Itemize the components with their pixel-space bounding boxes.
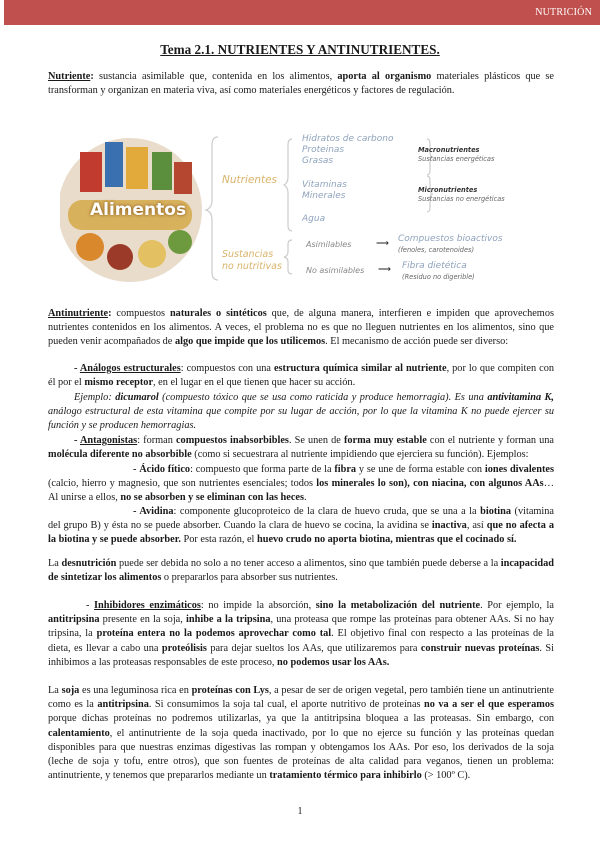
- agua-item: Agua: [302, 214, 326, 224]
- text-run: tratamiento térmico para inhibirlo: [269, 770, 422, 782]
- paragraph-soja: [48, 684, 554, 783]
- paragraph-acido-fitico: [48, 463, 554, 506]
- text-run: compuestos: [116, 308, 170, 319]
- text-run: , el antinutriente de la soja queda inactivado, por lo que no ejerce su función y las proteínas quedan disponibles para que nuestras enzimas digestivas las rompan y obtengamos los AAs. Por eso, los derivados de la soja (leche de soja y tofu, entre otros), que son fuentes de proteínas de alta calidad para veganos, tienen un problema: antinutriente, y tenemos que prepararlos mediante un: [48, 727, 554, 782]
- text-run: no va a ser el que esperamos: [424, 699, 554, 711]
- text-run: . Se unen de: [288, 435, 344, 446]
- text-run: calentamiento: [48, 727, 110, 739]
- text-run: mismo receptor: [84, 377, 154, 389]
- text-run: proteínas con Lys: [191, 685, 269, 696]
- text-run: proteína entera no la podemos aprovechar como tal: [96, 628, 332, 640]
- text-run: - Ácido fítico: [133, 464, 191, 475]
- text-run: (compuesto tóxico que se usa como raticida y produce hemorragia). Es una: [158, 392, 488, 403]
- text-run: presente en la soja,: [99, 614, 187, 626]
- paragraph-nutriente: [48, 70, 554, 98]
- text-run: forma muy estable: [343, 435, 427, 446]
- text-run: y se une de forma estable con: [356, 464, 485, 475]
- paragraph-avidina: [48, 505, 554, 548]
- macro-title: Macronutrientes: [418, 146, 480, 154]
- text-run: porque dichas proteínas no podremos utilizarlas, ya que la antitripsina bloquea a las proteasas. Sin embargo, con: [48, 713, 554, 725]
- text-run: huevo crudo no aporta biotina, mientras que el cocinado sí.: [257, 534, 517, 546]
- text-run: (vitamina del grupo B) y ésta no se puede absorber. Cuando la clara de huevo se cocina, la avidina se: [48, 506, 554, 532]
- nutrientes-label: Nutrientes: [222, 174, 278, 186]
- macro-item: Grasas: [302, 156, 334, 166]
- alimentos-label: Alimentos: [90, 200, 187, 220]
- text-run: análogo estructural de esta vitamina que compite por su lugar de acción, por lo que la vitamina K no puede ejercer su función y se producen hemorragias.: [48, 406, 554, 432]
- text-run: , en el lugar en el que tienen que hacer su acción.: [153, 377, 356, 389]
- text-run: . El objetivo final con respecto a las proteínas de la dieta, es llevar a cabo una: [48, 628, 554, 654]
- micro-sub: Sustancias no energéticas: [418, 195, 505, 203]
- text-run: . Si inhibimos a las proteasas responsables de este proceso,: [48, 642, 554, 668]
- text-run: La: [48, 685, 62, 696]
- text-run: inactiva: [431, 520, 467, 532]
- text-run: aporta al organismo: [337, 71, 432, 82]
- text-run: -: [74, 435, 80, 446]
- text-run: :: [90, 71, 99, 82]
- text-run: con el nutriente y forman una: [426, 435, 555, 446]
- paragraph-analogos: [48, 362, 554, 390]
- text-run: .: [304, 492, 307, 504]
- text-run: (> 100º C).: [421, 770, 471, 782]
- text-run: antivitamina K,: [487, 392, 554, 403]
- text-run: iones divalentes: [484, 464, 554, 475]
- text-run: dicumarol: [115, 392, 159, 403]
- arrow-icon: ⟶: [376, 238, 389, 248]
- text-run: fibra: [334, 464, 357, 475]
- text-run: . Si consumimos la soja tal cual, el aporte nutritivo de proteínas: [148, 699, 425, 711]
- text-run: naturales o sintéticos: [169, 308, 267, 319]
- text-run: materiales plásticos que se transforman y organizan en materia viva, así como materiales energéticos y factores de regulación.: [48, 71, 554, 97]
- text-run: Nutriente: [48, 71, 91, 82]
- text-run: antitripsina: [97, 699, 149, 711]
- no-asimilables-label: No asimilables: [306, 266, 365, 275]
- text-run: soja: [61, 685, 80, 696]
- no-nutritivas-label: no nutritivas: [222, 261, 282, 272]
- nutrients-diagram: [60, 122, 530, 287]
- micro-item: Vitaminas: [302, 180, 347, 190]
- paragraph-antinutriente: [48, 307, 554, 350]
- text-run: , así: [466, 520, 487, 532]
- macro-item: Proteinas: [302, 145, 345, 155]
- text-run: (como si secuestrara al nutriente impidiendo que ejerciera su función). Ejemplos:: [191, 449, 529, 461]
- text-run: antitripsina: [48, 614, 100, 626]
- text-run: inhibe a la tripsina: [186, 614, 271, 626]
- text-run: es una leguminosa rica en: [79, 685, 192, 696]
- text-run: o prepararlos para absorber sus nutrientes.: [161, 572, 338, 584]
- text-run: Análogos estructurales: [79, 363, 181, 374]
- text-run: que no afecta a la biotina y se puede absorber.: [48, 520, 554, 546]
- text-run: Por esta razón, el: [180, 534, 257, 546]
- text-run: algo que impide que los utilicemos: [174, 336, 326, 348]
- fibra-sub: (Residuo no digerible): [402, 273, 475, 281]
- text-run: : componente glucoproteico de la clara de huevo cruda, que se una a la: [173, 506, 481, 517]
- page-number: 1: [297, 806, 303, 817]
- text-run: biotina: [480, 506, 512, 517]
- text-run: , por lo que compiten con él por el: [48, 363, 554, 389]
- text-run: - Avidina: [133, 506, 174, 517]
- text-run: estructura química similar al nutriente: [273, 363, 447, 374]
- text-run: :: [108, 308, 117, 319]
- text-run: : compuestos con una: [180, 363, 274, 374]
- bioactivos-label: Compuestos bioactivos: [398, 234, 503, 244]
- text-run: construir nuevas proteínas: [420, 642, 540, 654]
- text-run: no podemos usar los AAs.: [277, 656, 390, 668]
- text-run: … Al unirse a ellos,: [48, 478, 554, 504]
- text-run: sustancia asimilable que, contenida en los alimentos,: [98, 71, 338, 82]
- text-run: proteólisis: [161, 642, 207, 654]
- text-run: -: [74, 363, 80, 374]
- arrow-icon: ⟶: [378, 264, 391, 274]
- text-run: (calcio, hierro y magnesio, que son nutrientes esenciales; todos: [48, 478, 317, 490]
- header-bar: [4, 0, 600, 25]
- micro-title: Micronutrientes: [418, 186, 478, 194]
- bioactivos-sub: (fenoles, carotenoides): [398, 246, 475, 254]
- text-run: Antinutriente: [48, 308, 109, 319]
- macro-item: Hidratos de carbono: [302, 134, 394, 144]
- text-run: La: [48, 558, 62, 569]
- text-run: , una proteasa que rompe las proteínas para obtener AAs. Si no hay tripsina, la: [48, 614, 554, 640]
- text-run: puede ser debida no solo a no tener acceso a alimentos, sino que también puede deberse a la: [116, 558, 501, 569]
- micro-item: Minerales: [302, 191, 346, 201]
- text-run: , a pesar de ser de origen vegetal, pero también tiene un antinutriente como es la: [48, 685, 554, 711]
- text-run: Ejemplo:: [74, 392, 116, 403]
- text-run: desnutrición: [61, 558, 117, 569]
- text-run: : forman: [137, 435, 176, 446]
- no-nutritivas-label: Sustancias: [222, 249, 274, 260]
- text-run: incapacidad de sintetizar los alimentos: [48, 558, 554, 584]
- text-run: : compuesto que forma parte de la: [190, 464, 335, 475]
- text-run: compuestos inabsorbibles: [175, 435, 289, 446]
- page-title: Tema 2.1. NUTRIENTES Y ANTINUTRIENTES.: [160, 42, 440, 57]
- text-run: para dejar sueltos los AAs, que utilizaremos para: [206, 642, 421, 654]
- paragraph-antagonistas: [48, 434, 554, 462]
- text-run: sino la metabolización del nutriente: [315, 600, 481, 611]
- text-run: Antagonistas: [79, 435, 138, 446]
- fibra-label: Fibra dietética: [402, 261, 467, 271]
- text-run: : no impide la absorción,: [200, 600, 316, 611]
- macro-sub: Sustancias energéticas: [418, 155, 495, 163]
- text-run: -: [86, 600, 95, 611]
- paragraph-inhibidores: [48, 599, 554, 670]
- text-run: los minerales lo son), con niacina, con algunos AAs: [316, 478, 544, 490]
- asimilables-label: Asimilables: [306, 240, 352, 249]
- text-run: . Por ejemplo, la: [480, 600, 554, 611]
- header-section: NUTRICIÓN: [535, 7, 592, 18]
- paragraph-desnutricion: [48, 557, 554, 585]
- text-run: molécula diferente no absorbible: [48, 449, 192, 461]
- text-run: . El mecanismo de acción puede ser diverso:: [325, 336, 509, 348]
- text-run: Inhibidores enzimáticos: [94, 600, 201, 611]
- text-run: no se absorben y se eliminan con las heces: [120, 492, 304, 504]
- paragraph-ejemplo: [48, 391, 554, 434]
- text-run: que, de alguna manera, interfieren e impiden que aprovechemos nutrientes contenidos en los alimentos. A veces, el problema no es que no lleguen nutrientes en los alimentos, sino que pueden venir acompañados de: [48, 308, 554, 348]
